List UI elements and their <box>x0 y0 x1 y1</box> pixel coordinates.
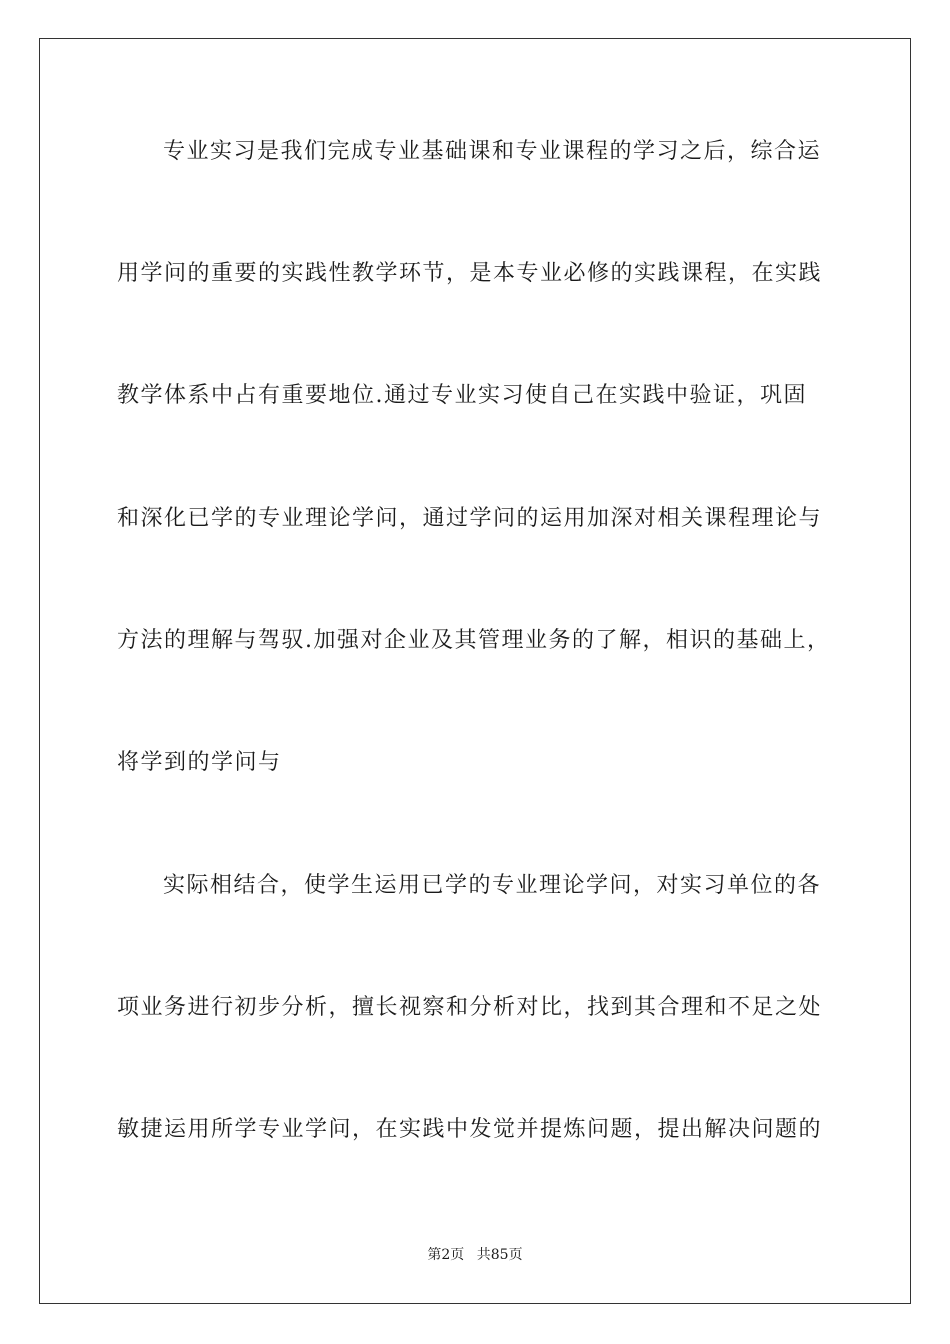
text-line: 用学问的重要的实践性教学环节，是本专业必修的实践课程，在实践 <box>117 261 823 286</box>
text-line: 教学体系中占有重要地位.通过专业实习使自己在实践中验证，巩固 <box>117 383 807 408</box>
total-pages: 共85页 <box>476 1247 523 1263</box>
text-line: 将学到的学问与 <box>117 750 282 775</box>
page-footer <box>0 1245 950 1265</box>
text-line: 实际相结合，使学生运用已学的专业理论学问，对实习单位的各 <box>163 873 822 898</box>
text-line: 和深化已学的专业理论学问，通过学问的运用加深对相关课程理论与 <box>117 506 823 531</box>
text-line: 专业实习是我们完成专业基础课和专业课程的学习之后，综合运 <box>163 139 822 164</box>
text-line: 项业务进行初步分析，擅长视察和分析对比，找到其合理和不足之处 <box>117 995 823 1020</box>
text-line: 方法的理解与驾驭.加强对企业及其管理业务的了解，相识的基础上， <box>117 628 831 653</box>
text-line: 敏捷运用所学专业学问，在实践中发觉并提炼问题，提出解决问题的 <box>117 1117 823 1142</box>
page-number: 第2页 <box>427 1247 465 1263</box>
